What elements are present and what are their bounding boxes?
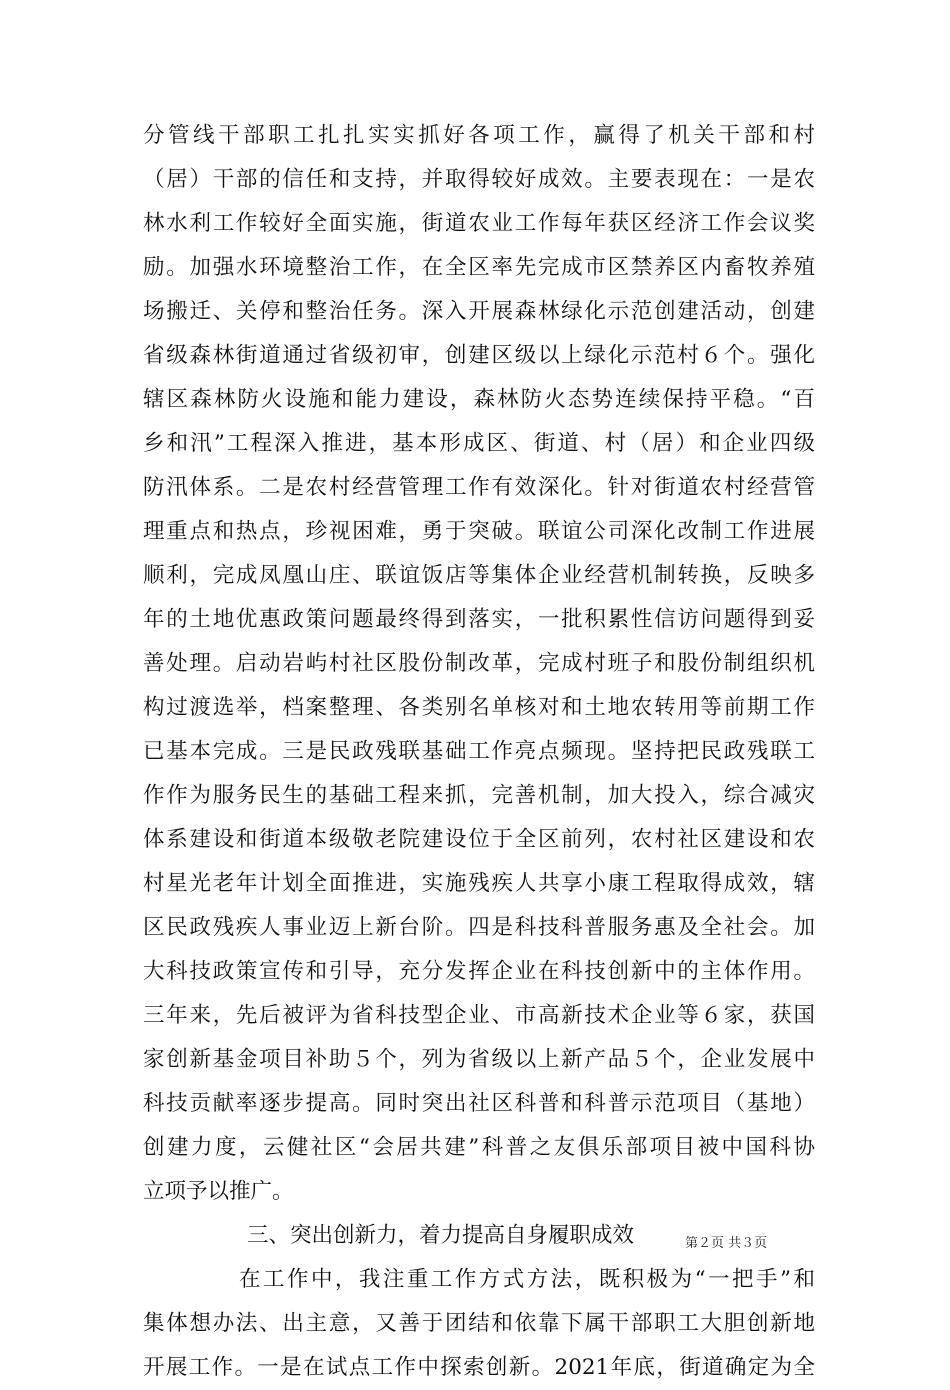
page-number-footer: 第２页 共３页 [685, 1236, 768, 1251]
text-line: 年的土地优惠政策问题最终得到落实，一批积累性信访问题得到妥 [143, 607, 815, 632]
text-line: 乡和汛”工程深入推进，基本形成区、街道、村（居）和企业四级 [143, 431, 815, 456]
text-line: 区民政残疾人事业迈上新台阶。四是科技科普服务惠及全社会。加 [143, 915, 815, 940]
text-line: 作作为服务民生的基础工程来抓，完善机制，加大投入，综合减灾 [143, 783, 815, 808]
text-line: 林水利工作较好全面实施，街道农业工作每年获区经济工作会议奖 [143, 211, 815, 236]
text-line: 创建力度，云健社区“会居共建”科普之友俱乐部项目被中国科协 [143, 1135, 815, 1160]
text-line: （居）干部的信任和支持，并取得较好成效。主要表现在：一是农 [143, 167, 815, 192]
text-line: 体系建设和街道本级敬老院建设位于全区前列，农村社区建设和农 [143, 827, 815, 852]
text-line: 村星光老年计划全面推进，实施残疾人共享小康工程取得成效，辖 [143, 871, 815, 896]
text-line: 家创新基金项目补助５个，列为省级以上新产品５个，企业发展中 [143, 1047, 815, 1072]
text-line: 善处理。启动岩屿村社区股份制改革，完成村班子和股份制组织机 [143, 651, 815, 676]
text-line: 省级森林街道通过省级初审，创建区级以上绿化示范村６个。强化 [143, 343, 815, 368]
text-line: 开展工作。一是在试点工作中探索创新。2021年底，街道确定为全 [143, 1355, 815, 1380]
section-heading: 三、突出创新力，着力提高自身履职成效 [247, 1223, 635, 1248]
text-line: 科技贡献率逐步提高。同时突出社区科普和科普示范项目（基地） [143, 1091, 815, 1116]
text-line: 理重点和热点，珍视困难，勇于突破。联谊公司深化改制工作进展 [143, 519, 815, 544]
text-line: 立项予以推广。 [143, 1179, 294, 1204]
document-body [143, 114, 815, 1390]
text-line: 在工作中，我注重工作方式方法，既积极为“一把手”和 [239, 1267, 815, 1292]
text-line: 已基本完成。三是民政残联基础工作亮点频现。坚持把民政残联工 [143, 739, 815, 764]
text-line: 防汛体系。二是农村经营管理工作有效深化。针对街道农村经营管 [143, 475, 815, 500]
text-line: 分管线干部职工扎扎实实抓好各项工作，赢得了机关干部和村 [143, 123, 815, 148]
text-line: 大科技政策宣传和引导，充分发挥企业在科技创新中的主体作用。 [143, 959, 815, 984]
text-line: 顺利，完成凤凰山庄、联谊饭店等集体企业经营机制转换，反映多 [143, 563, 815, 588]
text-line: 场搬迁、关停和整治任务。深入开展森林绿化示范创建活动，创建 [143, 299, 815, 324]
text-line: 集体想办法、出主意，又善于团结和依靠下属干部职工大胆创新地 [143, 1311, 815, 1336]
text-line: 三年来，先后被评为省科技型企业、市高新技术企业等６家，获国 [143, 1003, 815, 1028]
text-line: 励。加强水环境整治工作，在全区率先完成市区禁养区内畜牧养殖 [143, 255, 815, 280]
text-line: 辖区森林防火设施和能力建设，森林防火态势连续保持平稳。“百 [143, 387, 815, 412]
text-line: 构过渡选举，档案整理、各类别名单核对和土地农转用等前期工作 [143, 695, 815, 720]
